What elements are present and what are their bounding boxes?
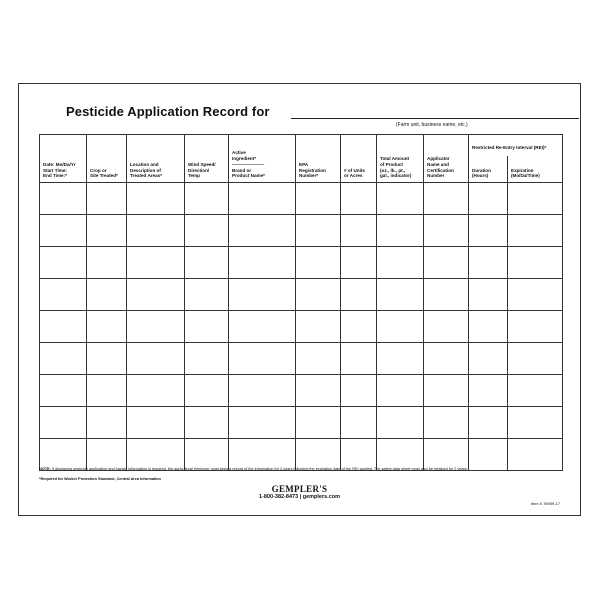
column-header-line: Total Amount <box>380 156 410 162</box>
table-cell[interactable] <box>229 247 296 279</box>
table-cell[interactable] <box>296 375 341 407</box>
column-header <box>127 135 185 183</box>
table-cell[interactable] <box>377 279 424 311</box>
table-cell[interactable] <box>377 343 424 375</box>
record-form-sheet <box>18 83 581 516</box>
column-header-line: Temp <box>188 173 200 179</box>
column-header-line: Name and <box>427 161 449 167</box>
table-cell[interactable] <box>87 311 127 343</box>
column-header-line: Start Time: <box>43 167 67 173</box>
table-cell[interactable] <box>185 407 229 439</box>
table-cell[interactable] <box>424 375 469 407</box>
table-cell[interactable] <box>229 279 296 311</box>
column-header-line: Registration <box>299 167 326 173</box>
table-cell[interactable] <box>87 183 127 215</box>
table-cell[interactable] <box>296 247 341 279</box>
column-header-line: Number <box>427 173 445 179</box>
table-cell[interactable] <box>229 375 296 407</box>
table-cell[interactable] <box>469 311 563 343</box>
note <box>39 467 579 471</box>
table-cell[interactable] <box>87 375 127 407</box>
table-cell[interactable] <box>341 407 377 439</box>
table-cell[interactable] <box>341 375 377 407</box>
column-header-line: ——————— <box>232 161 265 167</box>
application-record-table <box>39 134 563 471</box>
table-cell[interactable] <box>341 247 377 279</box>
rei-cell-divider <box>507 215 508 246</box>
table-cell[interactable] <box>377 311 424 343</box>
column-header-line: Applicator <box>427 156 450 162</box>
table-cell[interactable] <box>127 311 185 343</box>
table-cell[interactable] <box>40 343 87 375</box>
column-header <box>296 135 341 183</box>
column-header-line: Crop or <box>90 167 107 173</box>
table-cell[interactable] <box>424 311 469 343</box>
table-cell[interactable] <box>341 279 377 311</box>
table-row <box>40 343 563 375</box>
table-cell[interactable] <box>424 343 469 375</box>
rei-cell-divider <box>507 343 508 374</box>
rei-column-header <box>469 135 563 183</box>
rei-cell-divider <box>507 183 508 214</box>
table-cell[interactable] <box>469 279 563 311</box>
column-header-line: # of Units <box>344 167 365 173</box>
column-header <box>185 135 229 183</box>
table-cell[interactable] <box>229 343 296 375</box>
table-cell[interactable] <box>87 343 127 375</box>
column-header-line: Description of <box>130 167 161 173</box>
table-row <box>40 407 563 439</box>
table-cell[interactable] <box>229 183 296 215</box>
farm-name-line[interactable] <box>291 118 579 119</box>
table-cell[interactable] <box>185 183 229 215</box>
column-header-line: Wind Speed/ <box>188 161 216 167</box>
table-cell[interactable] <box>229 439 296 471</box>
rei-cell-divider <box>507 439 508 470</box>
table-cell[interactable] <box>185 343 229 375</box>
table-cell[interactable] <box>296 183 341 215</box>
table-row <box>40 183 563 215</box>
rei-cell-divider <box>507 407 508 438</box>
note-label: NOTE: <box>39 467 51 471</box>
brand-logo: GEMPLER'S <box>271 484 328 494</box>
rei-duration-line: (Hours) <box>472 173 489 179</box>
rei-cell-divider <box>507 247 508 278</box>
table-cell[interactable] <box>424 183 469 215</box>
table-cell[interactable] <box>40 215 87 247</box>
table-cell[interactable] <box>127 439 185 471</box>
table-cell[interactable] <box>341 439 377 471</box>
column-header-line: (oz., lb., pt., <box>380 167 406 173</box>
table-cell[interactable] <box>40 311 87 343</box>
table-row <box>40 247 563 279</box>
rei-expiration-header <box>511 168 540 179</box>
table-cell[interactable] <box>424 439 469 471</box>
column-header-line: End Time:* <box>43 173 67 179</box>
table-cell[interactable] <box>127 279 185 311</box>
note-text: If displaying pesticide application and hazard information is required, the agricultural employer must keep a record of the information for 2 years following the expiration date of the REI applied. The safety data sheet must also be retained for 2 years. <box>51 467 468 471</box>
table-cell[interactable] <box>377 247 424 279</box>
form-title: Pesticide Application Record for <box>66 104 270 119</box>
column-header <box>377 135 424 183</box>
table-cell[interactable] <box>229 407 296 439</box>
table-cell[interactable] <box>296 311 341 343</box>
column-header-line: EPA <box>299 161 309 167</box>
table-cell[interactable] <box>469 183 563 215</box>
table-cell[interactable] <box>185 375 229 407</box>
table-row <box>40 375 563 407</box>
column-header-line: Number* <box>299 173 319 179</box>
table-cell[interactable] <box>377 375 424 407</box>
item-number: Item # 78959-17 <box>530 501 560 506</box>
table-cell[interactable] <box>40 439 87 471</box>
column-header-line: of Product <box>380 161 403 167</box>
rei-cell-divider <box>507 279 508 310</box>
column-header-line: Ingredient* <box>232 156 256 162</box>
table-cell[interactable] <box>424 279 469 311</box>
table-cell[interactable] <box>424 215 469 247</box>
table-cell[interactable] <box>87 215 127 247</box>
table-cell[interactable] <box>296 439 341 471</box>
table-cell[interactable] <box>341 311 377 343</box>
table-cell[interactable] <box>185 311 229 343</box>
table-cell[interactable] <box>127 183 185 215</box>
table-cell[interactable] <box>469 247 563 279</box>
table-row <box>40 215 563 247</box>
table-cell[interactable] <box>127 215 185 247</box>
rei-cell-divider <box>507 311 508 342</box>
table-cell[interactable] <box>296 279 341 311</box>
table-cell[interactable] <box>87 439 127 471</box>
table-cell[interactable] <box>185 215 229 247</box>
table-body <box>40 183 563 471</box>
table-cell[interactable] <box>229 311 296 343</box>
table-cell[interactable] <box>377 439 424 471</box>
table-cell[interactable] <box>296 407 341 439</box>
table-row <box>40 439 563 471</box>
column-header-line: gal., indicator) <box>380 173 412 179</box>
table-cell[interactable] <box>185 247 229 279</box>
table-cell[interactable] <box>40 183 87 215</box>
table-cell[interactable] <box>341 183 377 215</box>
column-header-line: Active <box>232 150 246 156</box>
table-cell[interactable] <box>341 215 377 247</box>
rei-duration-header <box>472 168 491 179</box>
form-title-row <box>66 104 566 128</box>
table-cell[interactable] <box>87 407 127 439</box>
contact-info: 1-800-382-8473 | gemplers.com <box>258 494 341 500</box>
column-header-line: Certification <box>427 167 454 173</box>
table-cell[interactable] <box>296 215 341 247</box>
table-cell[interactable] <box>127 375 185 407</box>
table-cell[interactable] <box>377 183 424 215</box>
column-header <box>229 135 296 183</box>
column-header-line: Site Treated* <box>90 173 118 179</box>
column-header <box>40 135 87 183</box>
table-cell[interactable] <box>469 439 563 471</box>
column-header-line: or Acres <box>344 173 363 179</box>
table-cell[interactable] <box>229 215 296 247</box>
column-header-line: Location and <box>130 161 159 167</box>
table-row <box>40 311 563 343</box>
rei-divider <box>507 156 508 182</box>
table-cell[interactable] <box>40 279 87 311</box>
table-row <box>40 279 563 311</box>
table-cell[interactable] <box>296 343 341 375</box>
rei-duration-line: Duration <box>472 167 491 173</box>
table-cell[interactable] <box>40 375 87 407</box>
column-header <box>87 135 127 183</box>
table-header-row <box>40 135 563 183</box>
table-cell[interactable] <box>469 215 563 247</box>
table-cell[interactable] <box>40 247 87 279</box>
column-header-line: Treated Areas* <box>130 173 163 179</box>
table-cell[interactable] <box>127 247 185 279</box>
footnote: *Required for Worker Protection Standard, Central Area Information <box>39 477 161 481</box>
column-header-line: Brand or <box>232 167 252 173</box>
table-cell[interactable] <box>87 247 127 279</box>
table-cell[interactable] <box>185 279 229 311</box>
table-cell[interactable] <box>469 375 563 407</box>
table-cell[interactable] <box>127 343 185 375</box>
farm-name-hint: (Farm unit, business name, etc.) <box>396 122 468 128</box>
table-cell[interactable] <box>341 343 377 375</box>
table-cell[interactable] <box>87 279 127 311</box>
rei-expiration-line: Expiration <box>511 167 534 173</box>
table-cell[interactable] <box>424 407 469 439</box>
table-cell[interactable] <box>377 407 424 439</box>
rei-header-title: Restricted Re-Entry Interval (REI)* <box>472 145 547 150</box>
table-cell[interactable] <box>40 407 87 439</box>
column-header <box>424 135 469 183</box>
table-cell[interactable] <box>127 407 185 439</box>
column-header <box>341 135 377 183</box>
rei-cell-divider <box>507 375 508 406</box>
column-header-line: Product Name* <box>232 173 265 179</box>
table-cell[interactable] <box>469 343 563 375</box>
table-cell[interactable] <box>424 247 469 279</box>
column-header-line: Direction/ <box>188 167 210 173</box>
rei-expiration-line: (Mo/Da/Time) <box>511 173 540 179</box>
table-cell[interactable] <box>377 215 424 247</box>
table-cell[interactable] <box>185 439 229 471</box>
table-cell[interactable] <box>469 407 563 439</box>
column-header-line: Date: Mo/Da/Yr <box>43 161 76 167</box>
